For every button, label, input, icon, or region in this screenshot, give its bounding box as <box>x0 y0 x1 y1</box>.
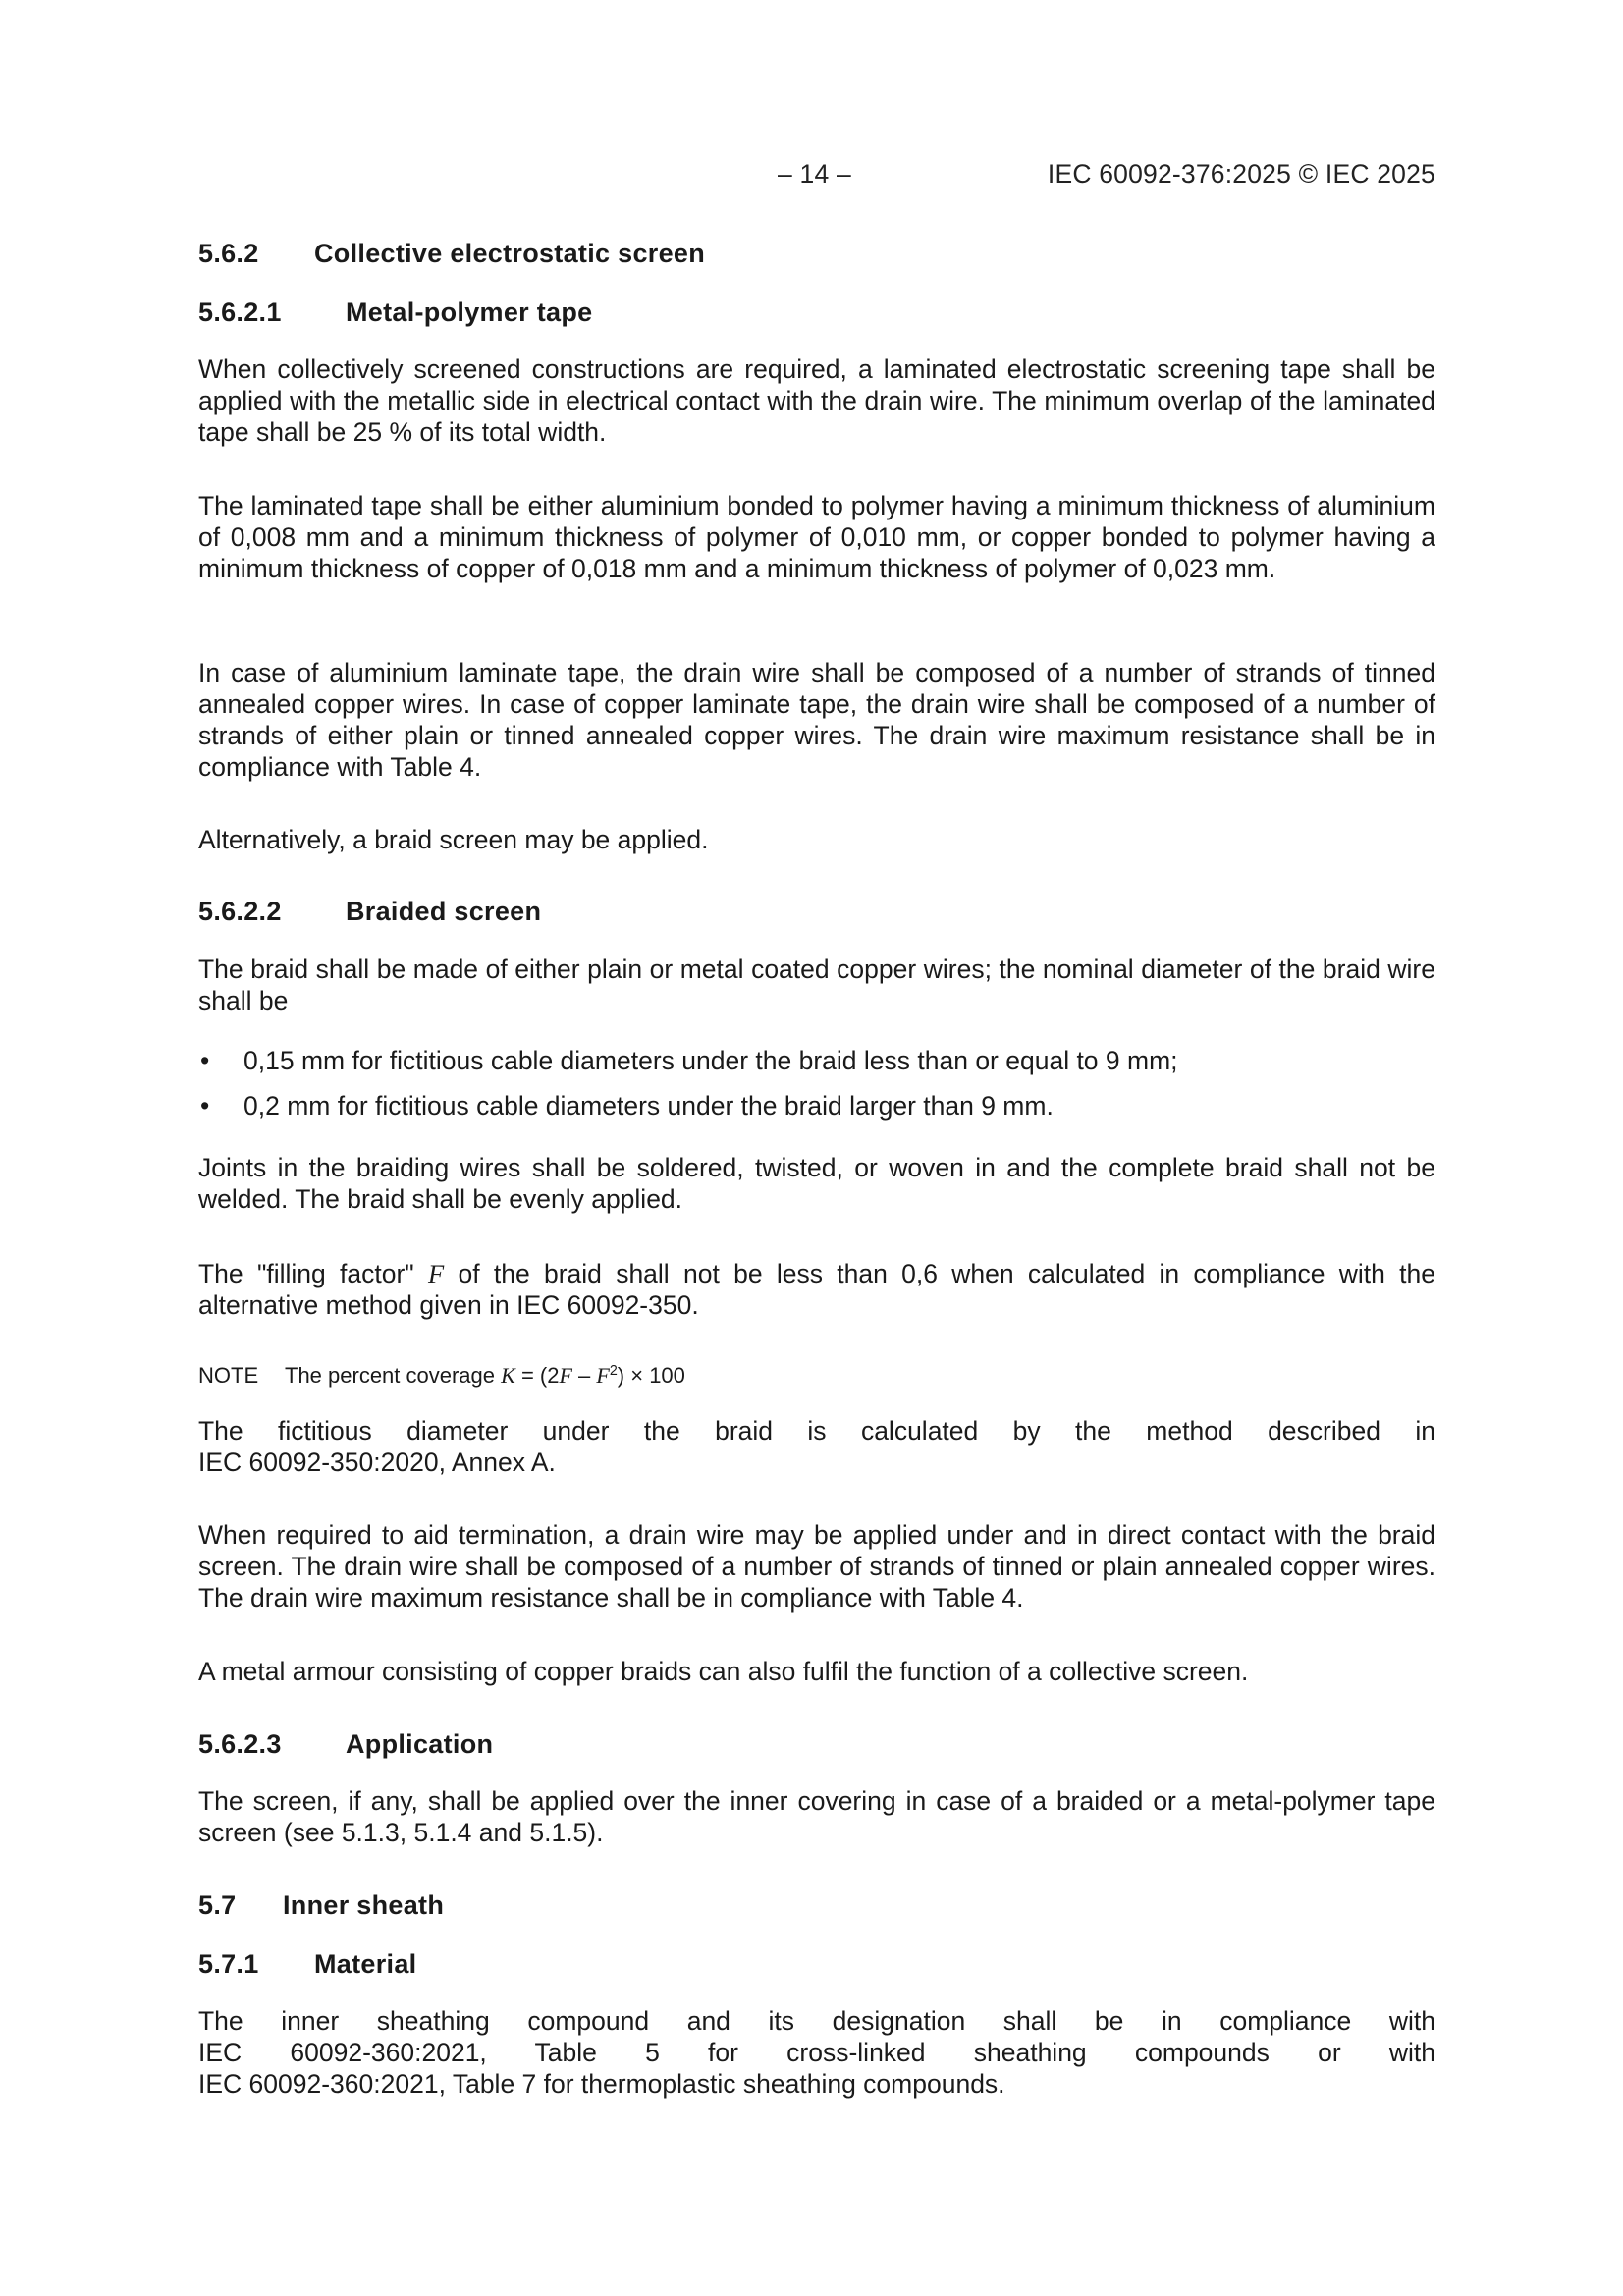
paragraph-inner-sheath-line2: IEC 60092-360:2021, Table 5 for cross-linked sheathing compounds or with <box>198 2038 1435 2067</box>
paragraph-braid-material: The braid shall be made of either plain or metal coated copper wires; the nominal diameter of the braid wire shall be <box>198 955 1435 1015</box>
heading-5-7 <box>198 1890 444 1921</box>
heading-number: 5.7.1 <box>198 1949 259 1979</box>
heading-5-7-1 <box>198 1949 416 1980</box>
heading-5-6-2 <box>198 239 705 269</box>
paragraph-fictitious-diameter-line1: The fictitious diameter under the braid is calculated by the method described in <box>198 1416 1435 1446</box>
heading-title: Application <box>346 1729 494 1759</box>
paragraph-braid-joints: Joints in the braiding wires shall be soldered, twisted, or woven in and the complete braid shall not be welded. The braid shall be evenly applied. <box>198 1153 1435 1214</box>
standard-reference: IEC 60092-376:2025 © IEC 2025 <box>1047 159 1435 189</box>
heading-title: Material <box>314 1949 417 1979</box>
heading-5-6-2-3 <box>198 1729 493 1760</box>
paragraph-drain-wire-termination: When required to aid termination, a drain wire may be applied under and in direct contact with the braid screen. The drain wire shall be composed of a number of strands of tinned or plain annealed copper wires. The drain wire maximum resistance shall be in compliance with Table 4. <box>198 1520 1435 1613</box>
heading-5-6-2-1 <box>198 298 592 328</box>
bullet-icon: • <box>200 1046 210 1075</box>
paragraph-inner-sheath-line3: IEC 60092-360:2021, Table 7 for thermoplastic sheathing compounds. <box>198 2069 1005 2099</box>
heading-title: Braided screen <box>346 897 542 926</box>
heading-number: 5.6.2.1 <box>198 298 282 327</box>
paragraph-filling-factor: The "filling factor" F of the braid shall not be less than 0,6 when calculated in compliance with the alternative method given in IEC 60092-350. <box>198 1259 1435 1320</box>
heading-title: Collective electrostatic screen <box>314 239 705 268</box>
heading-title: Metal-polymer tape <box>346 298 593 327</box>
heading-number: 5.7 <box>198 1890 237 1920</box>
paragraph-alternative-braid: Alternatively, a braid screen may be applied. <box>198 825 709 854</box>
paragraph-drain-wire: In case of aluminium laminate tape, the drain wire shall be composed of a number of strands of tinned annealed copper wires. In case of copper laminate tape, the drain wire shall be composed of a number of strands of either plain or tinned annealed copper wires. The drain wire maximum resistance shall be in compliance with Table 4. <box>198 658 1435 782</box>
paragraph-metal-armour: A metal armour consisting of copper braids can also fulfil the function of a collective screen. <box>198 1657 1249 1686</box>
paragraph-screen-application: The screen, if any, shall be applied over the inner covering in case of a braided or a metal-polymer tape screen (see 5.1.3, 5.1.4 and 5.1.5). <box>198 1786 1435 1847</box>
page-number: – 14 – <box>778 159 851 189</box>
note-label: NOTE <box>198 1363 259 1388</box>
paragraph-fictitious-diameter-line2: IEC 60092-350:2020, Annex A. <box>198 1448 556 1477</box>
paragraph-tape-requirements: When collectively screened constructions are required, a laminated electrostatic screening tape shall be applied with the metallic side in electrical contact with the drain wire. The minimum overlap of the laminated tape shall be 25 % of its total width. <box>198 355 1435 447</box>
note-coverage: NOTE The percent coverage $K = (2F - F^2) \times 100$ <box>198 1363 685 1388</box>
heading-title: Inner sheath <box>283 1890 445 1920</box>
heading-5-6-2-2 <box>198 897 541 927</box>
heading-number: 5.6.2.3 <box>198 1729 282 1759</box>
paragraph-inner-sheath-line1: The inner sheathing compound and its designation shall be in compliance with <box>198 2006 1435 2036</box>
bullet-icon: • <box>200 1091 210 1121</box>
heading-number: 5.6.2 <box>198 239 259 268</box>
paragraph-tape-thickness: The laminated tape shall be either aluminium bonded to polymer having a minimum thickness of aluminium of 0,008 mm and a minimum thickness of polymer of 0,010 mm, or copper bonded to polymer having a minimum thickness of copper of 0,018 mm and a minimum thickness of polymer of 0,023 mm. <box>198 491 1435 583</box>
heading-number: 5.6.2.2 <box>198 897 282 926</box>
